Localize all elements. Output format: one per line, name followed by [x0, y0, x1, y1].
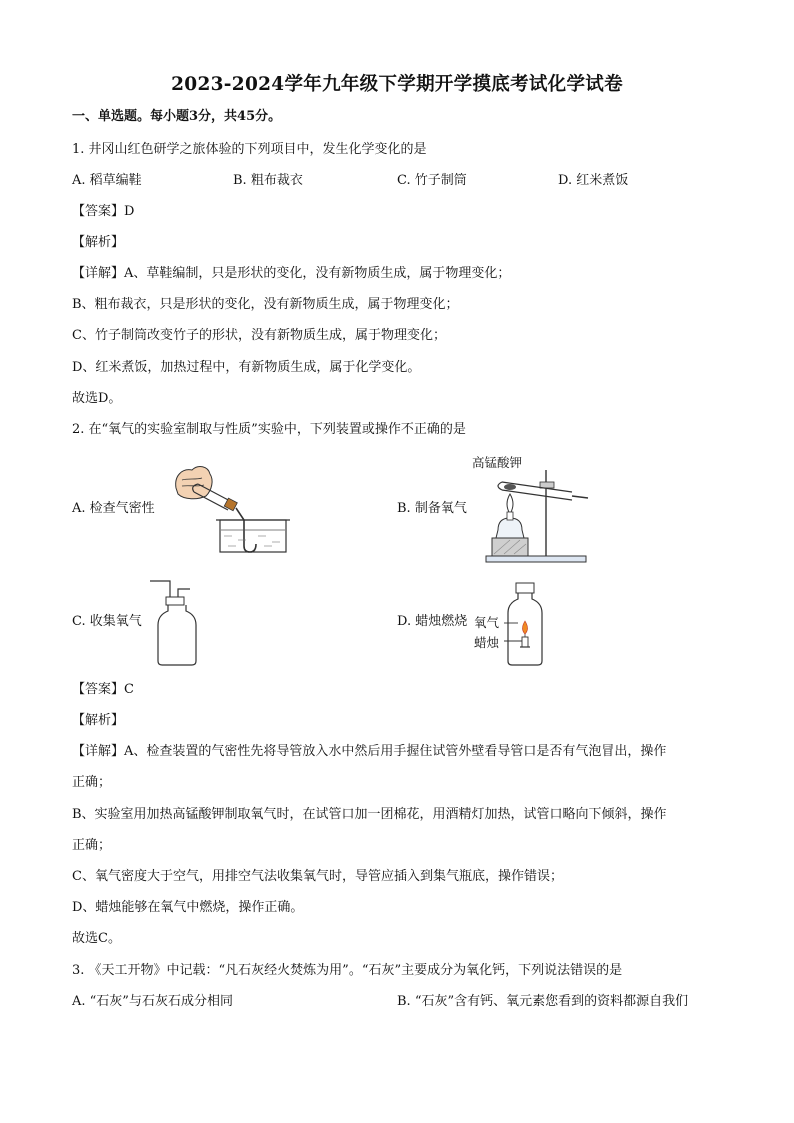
q2-detail-line: 正确；	[72, 775, 112, 790]
q2-detail-line: 正确；	[72, 838, 112, 853]
q2-detail-line: D、蜡烛能够在氧气中燃烧，操作正确。	[72, 900, 304, 915]
q2-option-b: B. 制备氧气	[397, 501, 467, 516]
q3-stem: 3. 《天工开物》中记载：“凡石灰经火焚炼为用”。“石灰”主要成分为氧化钙，下列说法错误的是	[72, 963, 623, 978]
q2-detail-line: 【详解】A、检查装置的气密性先将导管放入水中然后用手握住试管外壁看导管口是否有气泡冒出，操作	[72, 744, 667, 759]
q2-answer: 【答案】C	[72, 682, 134, 697]
q3-option-a: A. “石灰”与石灰石成分相同	[72, 994, 233, 1009]
q1-stem: 1. 井冈山红色研学之旅体验的下列项目中，发生化学变化的是	[72, 142, 427, 157]
q2-option-a: A. 检查气密性	[72, 501, 155, 516]
q1-conclusion: 故选D。	[72, 391, 122, 406]
q2-conclusion: 故选C。	[72, 931, 121, 946]
label-oxygen: 氧气	[474, 615, 500, 630]
q2-option-d: D. 蜡烛燃烧	[397, 614, 468, 629]
oxygen-collection-figure	[148, 577, 208, 667]
q1-detail-line: C、竹子制筒改变竹子的形状，没有新物质生成，属于物理变化；	[72, 328, 446, 343]
oxygen-preparation-figure	[480, 470, 592, 566]
q1-detail-line: 【详解】A、草鞋编制，只是形状的变化，没有新物质生成，属于物理变化；	[72, 266, 511, 281]
q1-answer: 【答案】D	[72, 204, 135, 219]
section-heading: 一、单选题。每小题3分，共45分。	[72, 109, 282, 124]
q1-option-b: B. 粗布裁衣	[233, 173, 303, 188]
airtightness-check-figure	[168, 458, 293, 558]
q1-option-d: D. 红米煮饭	[558, 173, 629, 188]
q1-detail-line: B、粗布裁衣，只是形状的变化，没有新物质生成，属于物理变化；	[72, 297, 459, 312]
q1-analysis-label: 【解析】	[72, 235, 125, 250]
q2-detail-line: B、实验室用加热高锰酸钾制取氧气时，在试管口加一团棉花，用酒精灯加热，试管口略向下倾斜，操作	[72, 807, 667, 822]
q2-option-c: C. 收集氧气	[72, 614, 142, 629]
q1-option-a: A. 稻草编鞋	[72, 173, 142, 188]
q2-detail-line: C、氧气密度大于空气，用排空气法收集氧气时，导管应插入到集气瓶底，操作错误；	[72, 869, 563, 884]
label-candle: 蜡烛	[474, 635, 500, 650]
page-title: 2023-2024学年九年级下学期开学摸底考试化学试卷	[171, 74, 623, 95]
q3-option-b: B. “石灰”含有钙、氧元素您看到的资料都源自我们	[397, 994, 689, 1009]
candle-burning-figure	[500, 577, 550, 667]
q2-analysis-label: 【解析】	[72, 713, 125, 728]
q2-stem: 2. 在“氧气的实验室制取与性质”实验中，下列装置或操作不正确的是	[72, 422, 466, 437]
q1-option-c: C. 竹子制筒	[397, 173, 467, 188]
label-kmno4: 高锰酸钾	[472, 455, 523, 470]
q1-detail-line: D、红米煮饭，加热过程中，有新物质生成，属于化学变化。	[72, 360, 421, 375]
